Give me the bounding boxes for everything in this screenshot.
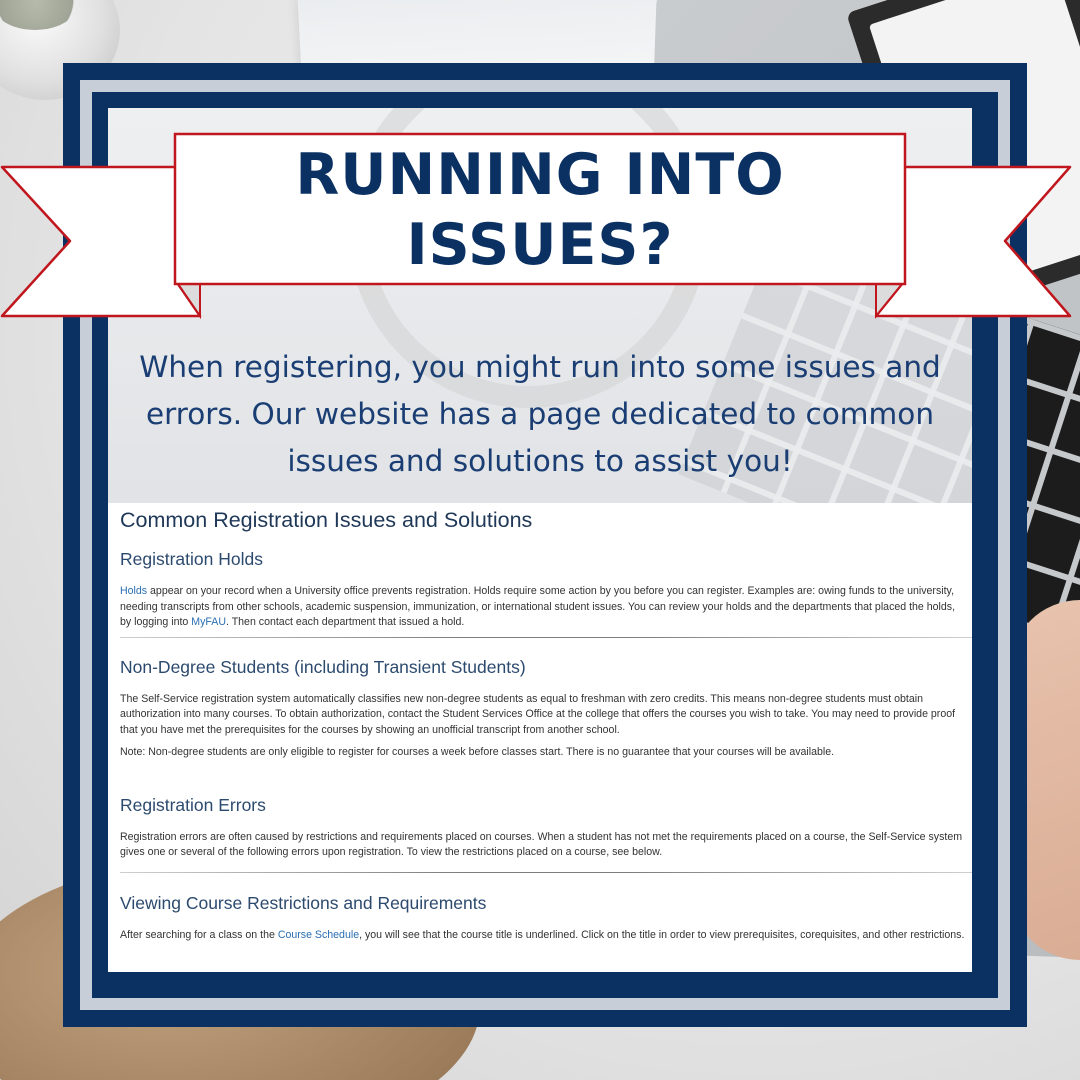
intro-line-2: errors. Our website has a page dedicated to common xyxy=(145,397,935,431)
section-title: Viewing Course Restrictions and Requirements xyxy=(120,892,487,913)
banner-title-line-1: RUNNING INTO xyxy=(295,142,785,208)
page-heading: Common Registration Issues and Solutions xyxy=(120,508,533,532)
body-text: After searching for a class on the xyxy=(120,928,278,941)
webpage-screenshot xyxy=(108,503,972,972)
body-text: . Then contact each department that issued a hold. xyxy=(226,616,465,628)
section-body: Registration errors are often caused by restrictions and requirements placed on courses. When a student has not met the requirements placed on a course, the Self-Service system gives one or several of the following errors upon registration. To view the restrictions placed on a course, see below. xyxy=(120,830,963,858)
course-schedule-link[interactable]: Course Schedule xyxy=(277,928,360,941)
intro-text xyxy=(108,344,972,485)
body-text: appear on your record when a University office prevents registration. Holds require some action by you before you can register. Examples are: owing funds to the university, needing transcripts from other schools, academic suspension, immunization, or international student issues. You can review your holds and the departments that placed the holds, by logging into xyxy=(120,585,956,628)
section-title: Registration Holds xyxy=(120,549,263,569)
body-text: , you will see that the course title is underlined. Click on the title in order to view prerequisites, corequisites, and other restrictions. xyxy=(359,928,965,941)
section-divider xyxy=(120,637,972,638)
section-body: The Self-Service registration system automatically classifies new non-degree students as equal to freshman with zero credits. This means non-degree students must obtain authorization into many courses. To obtain authorization, contact the Student Services Office at the college that offers the courses you wish to take. You may need to provide proof that you have met the prerequisites for the courses by showing an unofficial transcript from another school. xyxy=(120,692,956,736)
section-title: Registration Errors xyxy=(120,794,266,815)
intro-line-1: When registering, you might run into some issues and xyxy=(139,350,941,384)
section-non-degree-students xyxy=(120,656,972,761)
holds-link[interactable]: Holds xyxy=(120,585,148,597)
banner-title-line-2: ISSUES? xyxy=(406,212,674,278)
section-divider xyxy=(120,872,972,873)
section-viewing-course-restrictions xyxy=(120,892,972,944)
banner-title xyxy=(175,136,905,284)
section-note: Note: Non-degree students are only eligible to register for courses a week before classes start. There is no guarantee that your courses will be available. xyxy=(120,746,835,758)
section-registration-holds xyxy=(120,548,972,631)
section-body xyxy=(120,928,972,944)
intro-line-3: issues and solutions to assist you! xyxy=(287,444,793,478)
section-body xyxy=(120,584,972,631)
section-title: Non-Degree Students (including Transient Students) xyxy=(120,656,526,677)
myfau-link[interactable]: MyFAU xyxy=(191,616,226,628)
section-registration-errors xyxy=(120,794,972,861)
